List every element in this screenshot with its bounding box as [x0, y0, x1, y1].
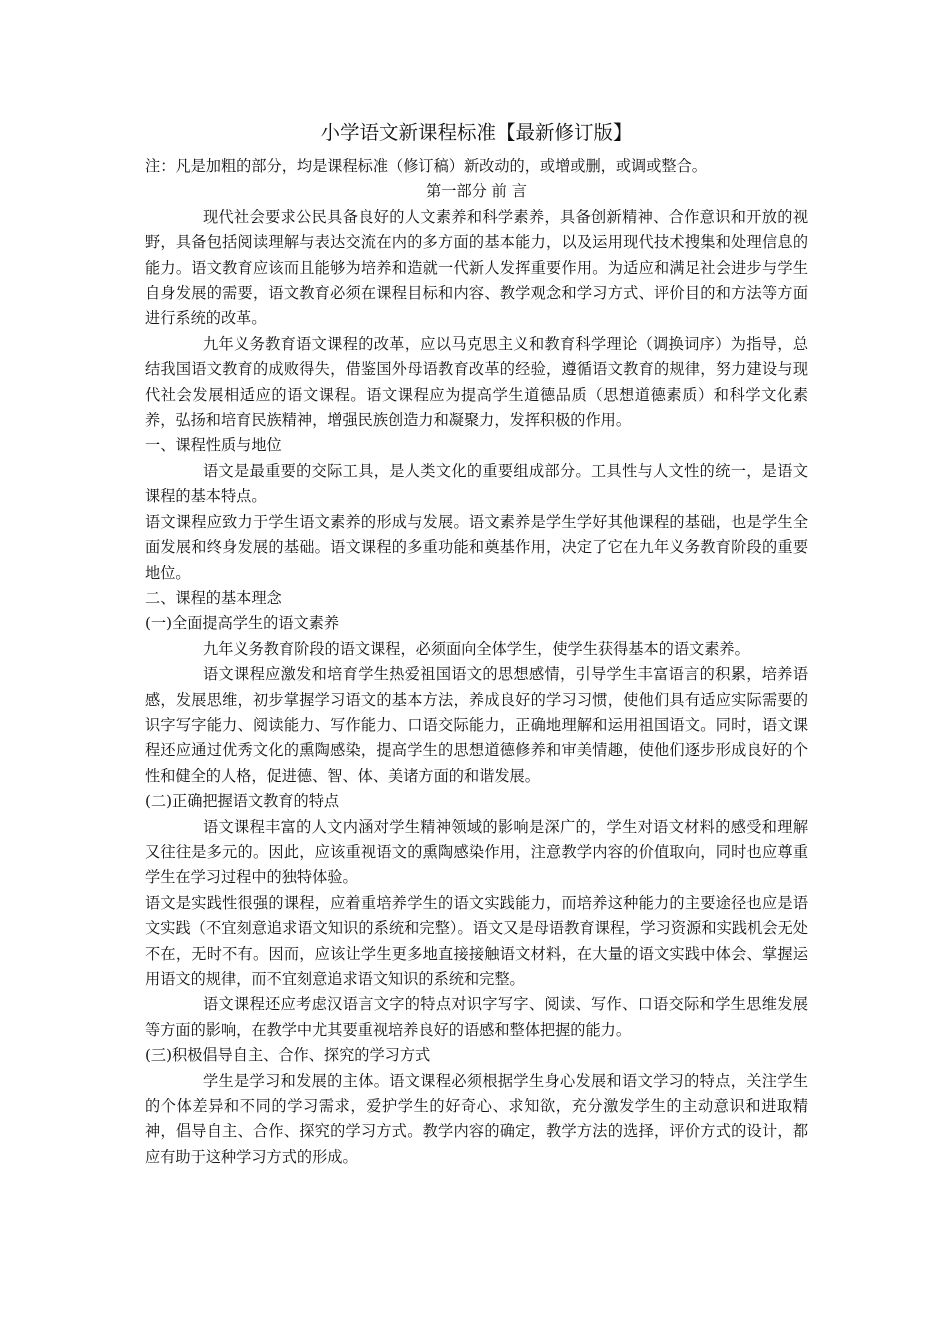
subsection-2-1-heading: (一)全面提高学生的语文素养 [145, 614, 340, 633]
section-1-paragraph-2: 语文课程应致力于学生语文素养的形成与发展。语文素养是学生学好其他课程的基础，也是学生全面发展和终身发展的基础。语文课程的多重功能和奠基作用，决定了它在九年义务教育阶段的重要地位。 [145, 512, 808, 582]
document-title: 小学语文新课程标准【最新修订版】 [320, 121, 633, 144]
section-2-heading: 二、课程的基本理念 [145, 588, 282, 607]
subsection-2-2-paragraph-3: 语文课程还应考虑汉语言文字的特点对识字写字、阅读、写作、口语交际和学生思维发展等方面的影响，在教学中尤其要重视培养良好的语感和整体把握的能力。 [145, 995, 808, 1039]
subsection-2-2-paragraph-1: 语文课程丰富的人文内涵对学生精神领域的影响是深广的，学生对语文材料的感受和理解又往往是多元的。因此，应该重视语文的熏陶感染作用，注意教学内容的价值取向，同时也应尊重学生在学习过程中的独特体验。 [145, 817, 808, 887]
subsection-2-1-paragraph-2: 语文课程应激发和培育学生热爱祖国语文的思想感情，引导学生丰富语言的积累，培养语感，发展思维，初步掌握学习语文的基本方法，养成良好的学习习惯，使他们具有适应实际需要的识字写字能力、阅读能力、写作能力、口语交际能力，正确地理解和运用祖国语文。同时，语文课程还应通过优秀文化的熏陶感染，提高学生的思想道德修养和审美情趣，使他们逐步形成良好的个性和健全的人格，促进德、智、体、美诸方面的和谐发展。 [145, 665, 808, 785]
subsection-2-2-heading: (二)正确把握语文教育的特点 [145, 792, 340, 811]
preface-paragraph-1: 现代社会要求公民具备良好的人文素养和科学素养，具备创新精神、合作意识和开放的视野，具备包括阅读理解与表达交流在内的多方面的基本能力，以及运用现代技术搜集和处理信息的能力。语文教育应该而且能够为培养和造就一代新人发挥重要作用。为适应和满足社会进步与学生自身发展的需要，语文教育必须在课程目标和内容、教学观念和学习方式、评价目的和方法等方面进行系统的改革。 [145, 207, 808, 328]
revision-note: 注：凡是加粗的部分，均是课程标准（修订稿）新改动的，或增或删，或调或整合。 [145, 157, 707, 175]
section-1-paragraph-1: 语文是最重要的交际工具，是人类文化的重要组成部分。工具性与人文性的统一，是语文课程的基本特点。 [145, 461, 808, 506]
subsection-2-3-heading: (三)积极倡导自主、合作、探究的学习方式 [145, 1046, 431, 1065]
subsection-2-3-paragraph-1: 学生是学习和发展的主体。语文课程必须根据学生身心发展和语文学习的特点，关注学生的个体差异和不同的学习需求，爱护学生的好奇心、求知欲，充分激发学生的主动意识和进取精神，倡导自主、合作、探究的学习方式。教学内容的确定，教学方法的选择，评价方式的设计，都应有助于这种学习方式的形成。 [145, 1071, 808, 1166]
part-title: 第一部分 前 言 [426, 182, 527, 201]
preface-paragraph-2: 九年义务教育语文课程的改革，应以马克思主义和教育科学理论（调换词序）为指导，总结我国语文教育的成败得失，借鉴国外母语教育改革的经验，遵循语文教育的规律，努力建设与现代社会发展相适应的语文课程。语文课程应为提高学生道德品质（思想道德素质）和科学文化素养，弘扬和培育民族精神，增强民族创造力和凝聚力，发挥积极的作用。 [145, 334, 808, 430]
document-page [145, 118, 808, 1170]
section-1-heading: 一、课程性质与地位 [145, 436, 282, 455]
subsection-2-2-paragraph-2: 语文是实践性很强的课程，应着重培养学生的语文实践能力，而培养这种能力的主要途径也应是语文实践（不宜刻意追求语文知识的系统和完整）。语文又是母语教育课程，学习资源和实践机会无处不在，无时不有。因而，应该让学生更多地直接接触语文材料，在大量的语文实践中体会、掌握运用语文的规律，而不宜刻意追求语文知识的系统和完整。 [145, 893, 808, 988]
subsection-2-1-paragraph-1: 九年义务教育阶段的语文课程，必须面向全体学生，使学生获得基本的语文素养。 [203, 639, 750, 658]
